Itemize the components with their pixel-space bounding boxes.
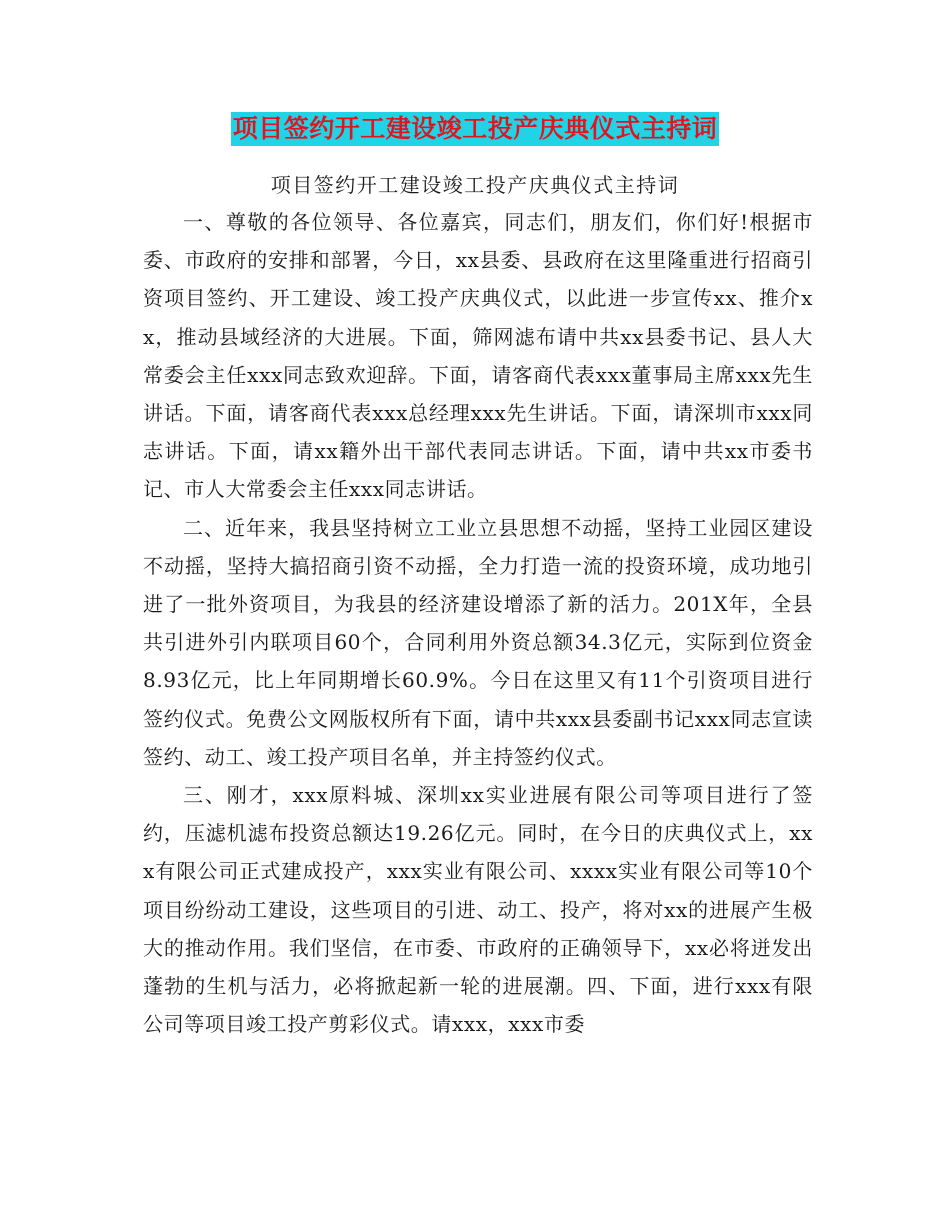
title-container [0, 112, 950, 146]
document-body [143, 203, 813, 1043]
document-title: 项目签约开工建设竣工投产庆典仪式主持词 [231, 112, 720, 146]
document-subtitle: 项目签约开工建设竣工投产庆典仪式主持词 [270, 173, 680, 197]
paragraph-2: 二、近年来，我县坚持树立工业立县思想不动摇，坚持工业园区建设不动摇，坚持大搞招商引资不动摇，全力打造一流的投资环境，成功地引进了一批外资项目，为我县的经济建设增添了新的活力。201X年，全县共引进外引内联项目60个，合同利用外资总额34.3亿元，实际到位资金8.93亿元，比上年同期增长60.9%。今日在这里又有11个引资项目进行签约仪式。免费公文网版权所有下面，请中共xxx县委副书记xxx同志宣读签约、动工、竣工投产项目名单，并主持签约仪式。 [143, 515, 813, 769]
paragraph-1: 一、尊敬的各位领导、各位嘉宾，同志们，朋友们，你们好!根据市委、市政府的安排和部署，今日，xx县委、县政府在这里隆重进行招商引资项目签约、开工建设、竣工投产庆典仪式，以此进一步宣传xx、推介xx，推动县域经济的大进展。下面，筛网滤布请中共xx县委书记、县人大常委会主任xxx同志致欢迎辞。下面，请客商代表xxx董事局主席xxx先生讲话。下面，请客商代表xxx总经理xxx先生讲话。下面，请深圳市xxx同志讲话。下面，请xx籍外出干部代表同志讲话。下面，请中共xx市委书记、市人大常委会主任xxx同志讲话。 [143, 210, 813, 502]
paragraph-3: 三、刚才，xxx原料城、深圳xx实业进展有限公司等项目进行了签约，压滤机滤布投资总额达19.26亿元。同时，在今日的庆典仪式上，xxx有限公司正式建成投产，xxx实业有限公司、xxxx实业有限公司等10个项目纷纷动工建设，这些项目的引进、动工、投产，将对xx的进展产生极大的推动作用。我们坚信，在市委、市政府的正确领导下，xx必将迸发出蓬勃的生机与活力，必将掀起新一轮的进展潮。四、下面，进行xxx有限公司等项目竣工投产剪彩仪式。请xxx，xxx市委 [143, 783, 813, 1037]
